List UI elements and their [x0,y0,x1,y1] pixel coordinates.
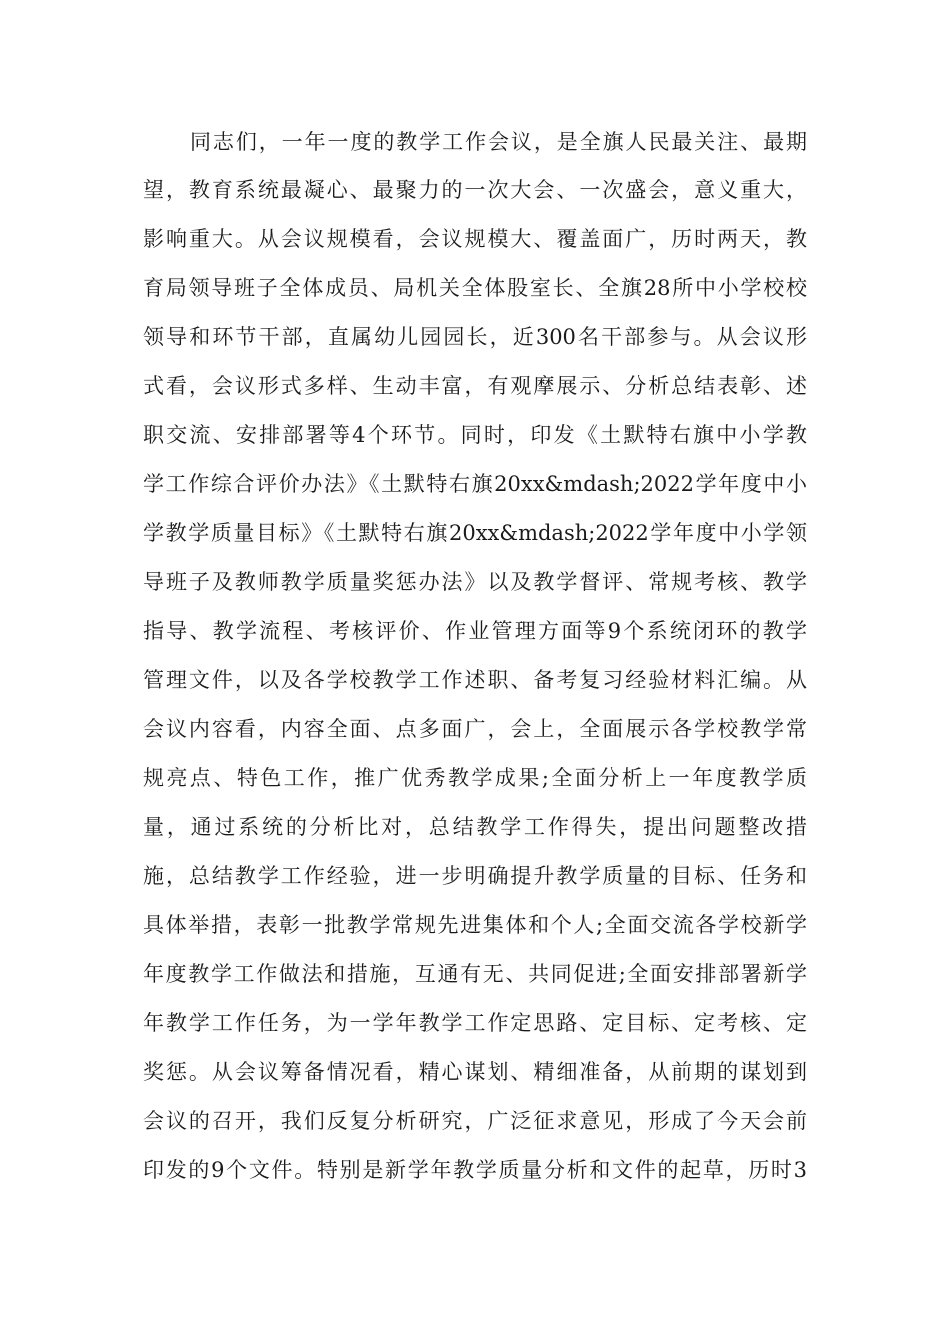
paragraph-line: 育局领导班子全体成员、局机关全体股室长、全旗28所中小学校校 [143,276,807,300]
paragraph-line: 量，通过系统的分析比对，总结教学工作得失，提出问题整改措 [143,815,807,839]
paragraph-line: 印发的9个文件。特别是新学年教学质量分析和文件的起草，历时3 [143,1158,807,1182]
paragraph-line: 施，总结教学工作经验，进一步明确提升教学质量的目标、任务和 [143,864,807,888]
paragraph-line: 同志们，一年一度的教学工作会议，是全旗人民最关注、最期 [190,130,807,154]
paragraph-line: 奖惩。从会议筹备情况看，精心谋划、精细准备，从前期的谋划到 [143,1060,807,1084]
paragraph-line: 职交流、安排部署等4个环节。同时，印发《土默特右旗中小学教 [143,423,807,447]
paragraph-line: 学工作综合评价办法》《土默特右旗20xx&mdash;2022学年度中小 [143,472,807,496]
paragraph-line: 管理文件，以及各学校教学工作述职、备考复习经验材料汇编。从 [143,668,807,692]
paragraph-line: 导班子及教师教学质量奖惩办法》以及教学督评、常规考核、教学 [143,570,807,594]
paragraph-line: 学教学质量目标》《土默特右旗20xx&mdash;2022学年度中小学领 [143,521,807,545]
paragraph-line: 年教学工作任务，为一学年教学工作定思路、定目标、定考核、定 [143,1011,807,1035]
paragraph-line: 具体举措，表彰一批教学常规先进集体和个人;全面交流各学校新学 [143,913,807,937]
paragraph-line: 会议的召开，我们反复分析研究，广泛征求意见，形成了今天会前 [143,1109,807,1133]
paragraph-line: 会议内容看，内容全面、点多面广，会上，全面展示各学校教学常 [143,717,807,741]
paragraph-line: 式看，会议形式多样、生动丰富，有观摩展示、分析总结表彰、述 [143,374,807,398]
paragraph-line: 影响重大。从会议规模看，会议规模大、覆盖面广，历时两天，教 [143,227,807,251]
paragraph-line: 年度教学工作做法和措施，互通有无、共同促进;全面安排部署新学 [143,962,807,986]
paragraph-line: 指导、教学流程、考核评价、作业管理方面等9个系统闭环的教学 [143,619,807,643]
paragraph-line: 规亮点、特色工作，推广优秀教学成果;全面分析上一年度教学质 [143,766,807,790]
paragraph-line: 领导和环节干部，直属幼儿园园长，近300名干部参与。从会议形 [143,325,807,349]
paragraph-line: 望，教育系统最凝心、最聚力的一次大会、一次盛会，意义重大， [143,178,807,202]
